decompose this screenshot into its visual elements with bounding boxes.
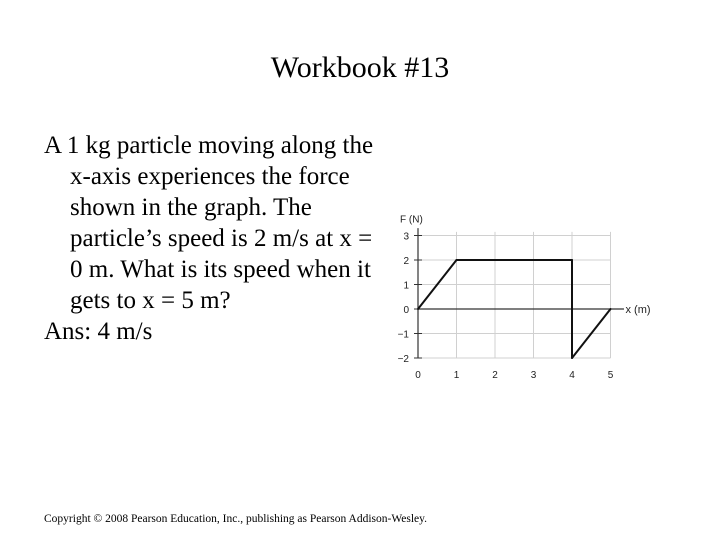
y-tick-label: −2 [397, 354, 409, 365]
body-text [44, 130, 374, 347]
grid [418, 232, 611, 358]
force-graph [380, 200, 670, 390]
question-text: A 1 kg particle moving along the x-axis experiences the force shown in the graph. The particle’s speed is 2 m/s at x = 0 m. What is its speed when it gets to x = 5 m? [44, 132, 374, 314]
copyright-notice: Copyright © 2008 Pearson Education, Inc., publishing as Pearson Addison-Wesley. [44, 513, 428, 525]
y-tick-label: 1 [403, 280, 409, 292]
x-tick-label: 1 [453, 370, 460, 381]
y-tick-label: 0 [403, 305, 409, 316]
y-tick-label: 2 [403, 256, 409, 267]
x-tick-label: 0 [415, 370, 421, 381]
x-tick-label: 2 [492, 370, 498, 381]
axes [418, 228, 624, 358]
y-tick-label: −1 [397, 329, 409, 341]
answer-text: Ans: 4 m/s [44, 318, 153, 345]
y-axis-label: F (N) [400, 214, 423, 226]
slide-title: Workbook #13 [270, 51, 450, 84]
x-tick-label: 4 [569, 370, 575, 381]
x-tick-label: 3 [530, 370, 537, 381]
y-tick-label: 3 [403, 231, 409, 243]
tick-labels [398, 232, 614, 382]
x-tick-label: 5 [607, 370, 614, 381]
x-axis-label: x (m) [625, 304, 651, 316]
